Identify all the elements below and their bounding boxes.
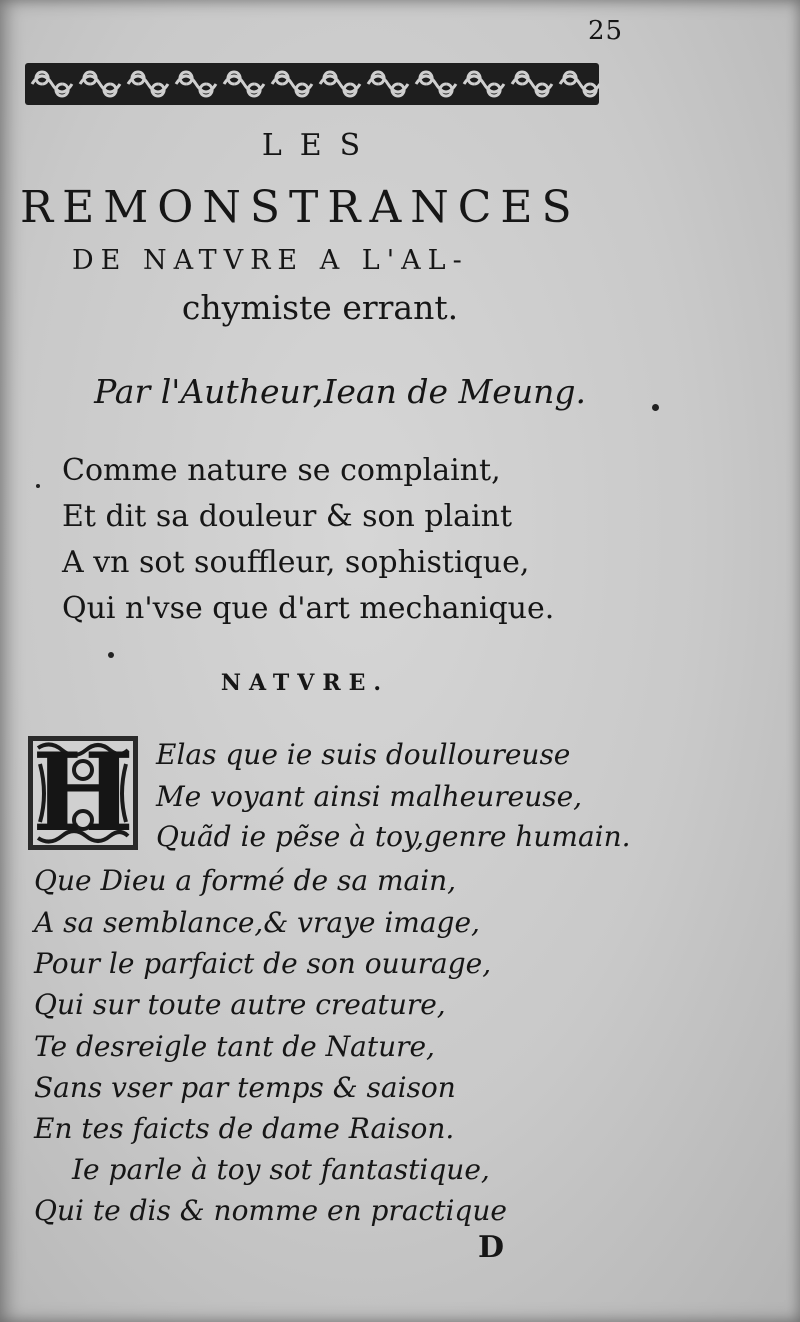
ink-speck [36, 484, 40, 488]
poem-line: Qui te dis & nomme en practique [34, 1194, 507, 1227]
title-line-3: DE NATVRE A L'AL- [72, 245, 469, 276]
drop-cap-letter: H [31, 730, 135, 856]
title-line-2: REMONSTRANCES [20, 182, 581, 233]
author-line: Par l'Autheur,Iean de Meung. [94, 372, 586, 411]
poem-line: Pour le parfaict de son ouurage, [34, 947, 492, 980]
catchword: D [478, 1230, 505, 1265]
poem-line: Ie parle à toy sot fantastique, [72, 1153, 490, 1186]
page-number: 25 [588, 16, 624, 46]
speaker-heading: NATVRE. [220, 670, 390, 696]
argument-line: A vn sot souffleur, sophistique, [62, 545, 530, 580]
argument-line: Qui n'vse que d'art mechanique. [62, 591, 555, 626]
argument-line: Et dit sa douleur & son plaint [62, 499, 513, 534]
poem-line: Elas que ie suis doulloureuse [156, 738, 571, 771]
poem-line: Te desreigle tant de Nature, [34, 1030, 435, 1063]
poem-line: A sa semblance,& vraye image, [34, 906, 480, 939]
argument-verse [62, 448, 554, 632]
title-line-1: LES [261, 128, 379, 163]
poem-line: Me voyant ainsi malheureuse, [156, 780, 583, 813]
ink-speck [652, 404, 659, 411]
ink-speck [108, 652, 114, 658]
argument-line: Comme nature se complaint, [62, 453, 501, 488]
poem-line: Qui sur toute autre creature, [34, 988, 446, 1021]
poem-line: Quãd ie pẽse à toy,genre humain. [156, 820, 631, 853]
poem-line: Que Dieu a formé de sa main, [34, 864, 457, 897]
poem-line: En tes faicts de dame Raison. [34, 1112, 455, 1145]
poem-line: Sans vser par temps & saison [34, 1071, 456, 1104]
title-line-4: chymiste errant. [181, 288, 459, 327]
ornamental-header-band [24, 60, 600, 108]
decorated-initial [26, 730, 140, 856]
